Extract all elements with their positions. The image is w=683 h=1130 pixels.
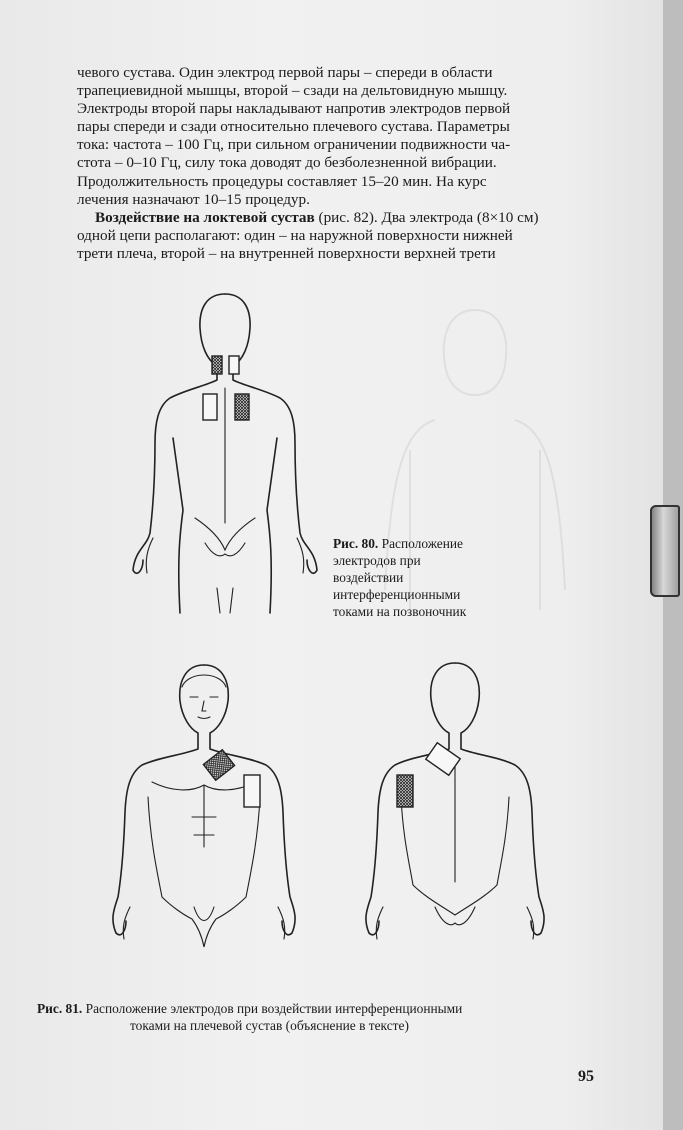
text-line: чевого сустава. Один электрод первой пары – спереди в области <box>77 64 493 81</box>
page-tab-marker <box>650 505 680 597</box>
text-line: стота – 0–10 Гц, силу тока доводят до безболезненной вибрации. <box>77 154 497 172</box>
text-line: пары спереди и сзади относительно плечевого сустава. Параметры <box>77 118 510 136</box>
body-text <box>77 64 625 263</box>
text-line: трети плеча, второй – на внутренней поверхности верхней трети <box>77 244 496 262</box>
caption-line: интерференционными <box>333 587 461 602</box>
section-heading-line <box>77 209 625 227</box>
figure-label: Рис. 80. <box>333 536 379 551</box>
page-number: 95 <box>578 1068 594 1085</box>
text-line: Электроды второй пары накладывают напротив электродов первой <box>77 100 511 118</box>
figure-81-back-view <box>365 657 545 957</box>
text-line: лечения назначают 10–15 процедур. <box>77 190 310 208</box>
text-line: тока: частота – 100 Гц, при сильном ограничении подвижности ча- <box>77 136 511 154</box>
section-heading: Воздействие на локтевой сустав <box>95 208 315 226</box>
text-line: Продолжительность процедуры составляет 15–20 мин. На курс <box>77 172 487 190</box>
caption-line: электродов при <box>333 553 421 568</box>
electrode-back-arm <box>397 775 413 807</box>
electrode-neck-right <box>229 356 239 374</box>
figure-81-caption <box>37 1000 627 1034</box>
electrode-back-right <box>235 394 249 420</box>
figure-80-caption <box>333 535 523 620</box>
caption-text: Расположение <box>381 536 463 551</box>
figure-81-front-view <box>112 657 302 957</box>
caption-line <box>37 1001 462 1016</box>
electrode-back-left <box>203 394 217 420</box>
text-line: трапециевидной мышцы, второй – сзади на дельтовидную мышцу. <box>77 82 508 100</box>
caption-text: Расположение электродов при воздействии интерференционными <box>85 1001 463 1016</box>
electrode-front-arm <box>244 775 260 807</box>
caption-line: токами на позвоночник <box>333 604 467 619</box>
electrode-neck-left <box>212 356 222 374</box>
figure-80-spine-back <box>125 288 325 618</box>
text-span: (рис. 82). Два электрода (8×10 см) <box>314 208 539 226</box>
caption-line <box>333 535 523 552</box>
text-line: одной цепи располагают: один – на наружной поверхности нижней <box>77 226 513 244</box>
caption-line: воздействии <box>333 570 404 585</box>
caption-line: токами на плечевой сустав (объяснение в тексте) <box>130 1018 409 1033</box>
figure-label: Рис. 81. <box>37 1001 83 1016</box>
